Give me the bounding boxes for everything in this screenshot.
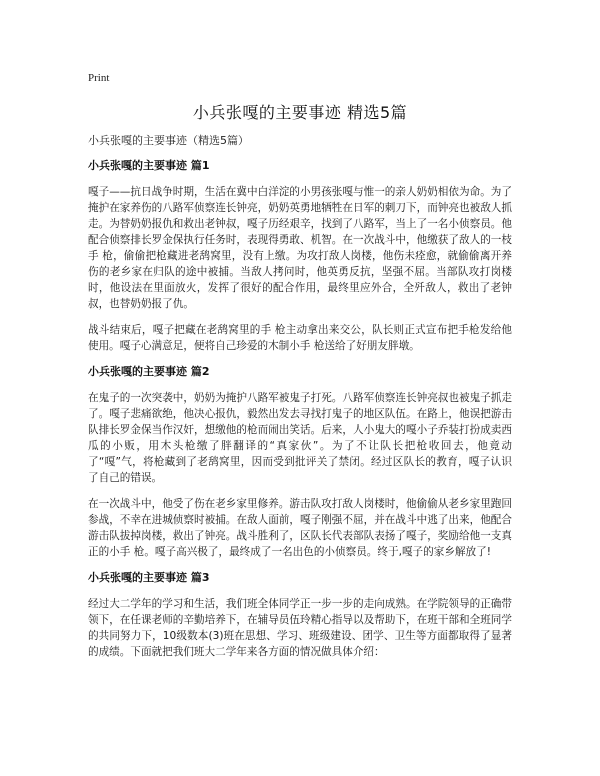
section-2 xyxy=(88,364,512,560)
section-heading: 小兵张嘎的主要事迹 篇1 xyxy=(88,159,210,172)
print-link[interactable]: Print xyxy=(88,72,110,84)
page-title: 小兵张嘎的主要事迹 精选5篇 xyxy=(192,103,408,122)
document-subtitle: 小兵张嘎的主要事迹（精选5篇） xyxy=(88,134,249,147)
paragraph: 战斗结束后，嘎子把藏在老鸹窝里的手 枪主动拿出来交公，队长则正式宣布把手枪发给他使用。嘎子心满意足，便将自己珍爱的木制小手 枪送给了好朋友胖墩。 xyxy=(88,324,512,352)
section-heading: 小兵张嘎的主要事迹 篇3 xyxy=(88,571,210,584)
document-body xyxy=(88,158,512,670)
paragraph: 嘎子——抗日战争时期，生活在冀中白洋淀的小男孩张嘎与惟一的亲人奶奶相依为命。为了掩护在家养伤的八路军侦察连长钟亮，奶奶英勇地牺牲在日军的刺刀下，而钟亮也被敌人抓走。为替奶奶报仇和救出老钟叔，嘎子历经艰辛，找到了八路军，当上了一名小侦察员。他配合侦察排长罗金保执行任务时，表现得勇敢、机智。在一次战斗中，他缴获了敌人的一枝手 枪，偷偷把枪藏进老鸹窝里，没有上缴。为攻打敌人岗楼，他伤未痊愈，就偷偷离开养伤的老乡家在归队的途中被捕。当敌人拷问时，他英勇反抗，坚强不屈。当部队攻打岗楼时，他设法在里面放火，发挥了很好的配合作用，最终里应外合，全歼敌人，救出了老钟叔，也替奶奶报了仇。 xyxy=(88,186,512,310)
section-3 xyxy=(88,570,512,660)
section-1 xyxy=(88,158,512,354)
paragraph: 经过大二学年的学习和生活，我们班全体同学正一步一步的走向成熟。在学院领导的正确带领下，在任课老师的辛勤培养下，在辅导员伍玲精心指导以及帮助下，在班干部和全班同学的共同努力下，10级数本(3)班在思想、学习、班级建设、团学、卫生等方面都取得了显著的成绩。下面就把我们班大二学年来各方面的情况做具体介绍： xyxy=(88,598,512,658)
paragraph: 在鬼子的一次突袭中，奶奶为掩护八路军被鬼子打死。八路军侦察连长钟亮叔也被鬼子抓走了。嘎子悲痛欲绝，他决心报仇，毅然出发去寻找打鬼子的地区队伍。在路上，他误把游击队排长罗金保当作汉奸，想缴他的枪而闹出笑话。后来，人小鬼大的嘎小子乔装打扮成卖西瓜的小贩，用木头枪缴了胖翻译的“真家伙”。为了不让队长把枪收回去，他竟动了“嘎”气，将枪藏到了老鸹窝里，因而受到批评关了禁闭。经过区队长的教育，嘎子认识了自己的错误。 xyxy=(88,392,512,484)
paragraph: 在一次战斗中，他受了伤在老乡家里修养。游击队攻打敌人岗楼时，他偷偷从老乡家里跑回参战，不幸在进城侦察时被捕。在敌人面前，嘎子刚强不屈，并在战斗中逃了出来，他配合游击队拔掉岗楼，救出了钟亮。战斗胜利了，区队长代表部队表扬了嘎子，奖励给他一支真正的小手 枪。嘎子高兴极了，最终成了一名出色的小侦察员。终于,嘎子的家乡解放了! xyxy=(88,498,512,558)
section-heading: 小兵张嘎的主要事迹 篇2 xyxy=(88,365,210,378)
